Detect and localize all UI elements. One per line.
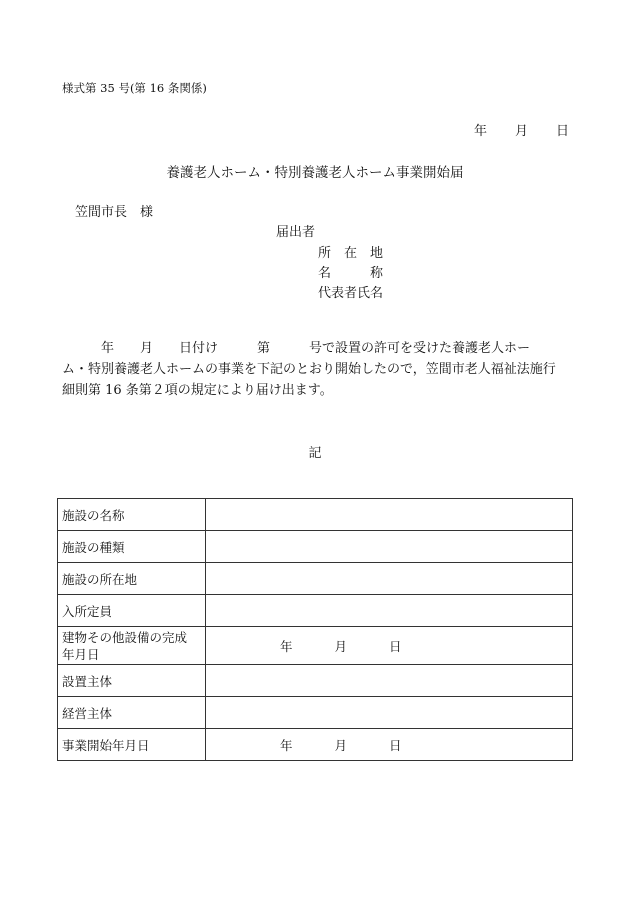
table-row (58, 627, 573, 665)
founder-label: 設置主体 (58, 665, 206, 697)
body-line-3: 細則第 16 条第２項の規定により届け出ます。 (62, 383, 333, 398)
completion-year: 年 (280, 638, 293, 654)
facility-address-value (206, 563, 573, 595)
completion-date-label-line2: 年月日 (62, 646, 100, 662)
completion-date-value (206, 627, 573, 665)
applicant-name-label: 名 称 (318, 266, 384, 281)
completion-day: 日 (389, 638, 402, 654)
operator-value (206, 697, 573, 729)
capacity-label: 入所定員 (58, 595, 206, 627)
start-date-label: 事業開始年月日 (58, 729, 206, 761)
table-row (58, 531, 573, 563)
ki-heading: 記 (308, 446, 322, 461)
facility-details-table (57, 498, 573, 761)
start-year: 年 (280, 737, 293, 753)
table-row (58, 665, 573, 697)
date-year: 年 (474, 124, 488, 139)
founder-value (206, 665, 573, 697)
capacity-value (206, 595, 573, 627)
table-row (58, 697, 573, 729)
body-line-1: 年 月 日付け 第 号で設置の許可を受けた養護老人ホー (62, 341, 531, 356)
submission-date (474, 120, 569, 139)
start-day: 日 (389, 737, 402, 753)
body-line-2: ム・特別養護老人ホームの事業を下記のとおり開始したので，笠間市老人福祉法施行 (62, 362, 556, 377)
facility-address-label: 施設の所在地 (58, 563, 206, 595)
table-row (58, 563, 573, 595)
start-date-value (206, 729, 573, 761)
date-month: 月 (515, 124, 529, 139)
completion-month: 月 (334, 638, 348, 654)
date-day: 日 (556, 124, 570, 139)
start-month: 月 (334, 737, 348, 753)
form-number: 様式第 35 号(第 16 条関係) (62, 81, 207, 95)
facility-name-value (206, 499, 573, 531)
applicant-representative-label: 代表者氏名 (318, 286, 384, 301)
table-row (58, 729, 573, 761)
facility-type-value (206, 531, 573, 563)
completion-date-label-line1: 建物その他設備の完成 (62, 629, 188, 645)
completion-date-label (58, 627, 206, 665)
applicant-heading: 届出者 (276, 225, 316, 240)
body-paragraph (62, 338, 574, 401)
operator-label: 経営主体 (58, 697, 206, 729)
table-row (58, 499, 573, 531)
facility-name-label: 施設の名称 (58, 499, 206, 531)
document-title: 養護老人ホーム・特別養護老人ホーム事業開始届 (166, 165, 464, 181)
facility-type-label: 施設の種類 (58, 531, 206, 563)
table-row (58, 595, 573, 627)
applicant-address-label: 所 在 地 (318, 246, 384, 261)
addressee: 笠間市長 様 (75, 205, 154, 220)
